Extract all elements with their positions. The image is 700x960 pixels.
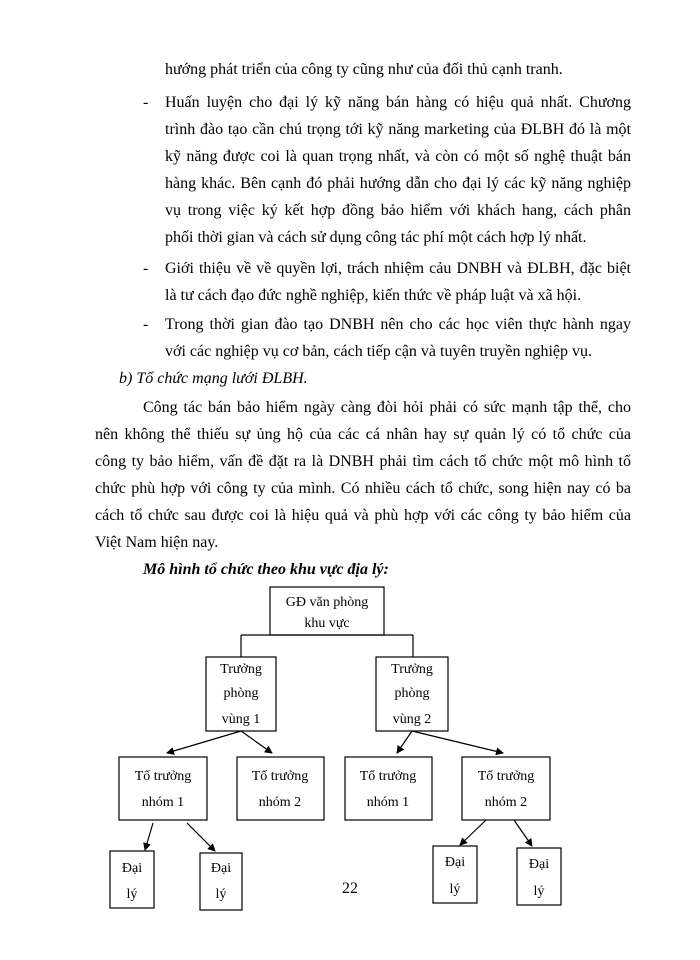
group-box-r1-1: [119, 757, 207, 820]
agent-label: lý: [533, 884, 545, 899]
arrow: [187, 823, 215, 851]
bullet1-line: vụ trong việc ký kết hợp đồng bảo hiểm với khách hang, cách phân: [165, 202, 631, 219]
paragraph-line: chức phù hợp với công ty của mình. Có nhiều cách tổ chức, song hiện nay có ba: [95, 480, 631, 497]
bullet1-line: phối thời gian và cách sử dụng công tác phí một cách hợp lý nhất.: [165, 229, 587, 246]
group-box-r1-2: [237, 757, 324, 820]
arrow: [397, 731, 412, 753]
arrow: [412, 731, 503, 753]
bullet2-line: Giới thiệu về về quyền lợi, trách nhiệm cảu DNBH và ĐLBH, đặc biệt: [165, 260, 631, 277]
paragraph-line: Công tác bán bảo hiểm ngày càng đòi hỏi phải có sức mạnh tập thể, cho: [143, 399, 631, 416]
agent-label: Đại: [444, 855, 466, 870]
arrow: [241, 731, 272, 753]
group-label: Tổ trưởng: [477, 769, 535, 784]
bullet1-line: kỹ năng được coi là quan trọng nhất, và còn có một số nghệ thuật bán: [165, 148, 631, 165]
director-label: khu vực: [304, 616, 350, 631]
bullet3-line: với các nghiệp vụ cơ bản, cách tiếp cận và tuyên truyền nghiệp vụ.: [165, 343, 592, 360]
group-label: Tổ trưởng: [251, 769, 309, 784]
group-box-r2-1: [345, 757, 432, 820]
group-label: nhóm 1: [366, 795, 410, 810]
bullet1-line: hàng khác. Bên cạnh đó phải hướng dẫn cho đại lý các kỹ năng nghiệp: [165, 175, 631, 192]
agent-label: lý: [215, 887, 227, 902]
bullet1-line: Huấn luyện cho đại lý kỹ năng bán hàng có hiệu quả nhất. Chương: [165, 94, 631, 111]
region2-label: Trưởng: [391, 662, 433, 677]
group-label: nhóm 2: [258, 795, 302, 810]
director-label: GĐ văn phòng: [285, 595, 369, 610]
agent-label: lý: [449, 882, 461, 897]
bullet-marker: -: [143, 94, 149, 111]
region1-label: Trưởng: [220, 662, 262, 677]
region2-label: vùng 2: [392, 712, 432, 727]
arrow: [145, 823, 153, 850]
group-label: Tổ trưởng: [134, 769, 192, 784]
agent-label: Đại: [528, 857, 550, 872]
page-number: 22: [342, 880, 358, 897]
group-label: nhóm 1: [141, 795, 185, 810]
bullet1-line: trình đào tạo cần chú trọng tới kỹ năng marketing của ĐLBH đó là một: [165, 121, 631, 138]
group-label: Tổ trưởng: [359, 769, 417, 784]
agent-label: Đại: [210, 861, 232, 876]
arrow: [167, 731, 241, 753]
arrow: [514, 820, 532, 846]
paragraph-line: công ty bảo hiểm, vấn đề đặt ra là DNBH phải tìm cách tổ chức một mô hình tổ: [95, 453, 631, 470]
paragraph-line: nên không thể thiếu sự ủng hộ của các cá nhân hay sự quản lý có tổ chức của: [95, 426, 631, 443]
group-label: nhóm 2: [484, 795, 528, 810]
paragraph-line: cách tổ chức sau được coi là hiệu quả và phù hợp với các công ty bảo hiểm của: [95, 507, 631, 524]
group-box-r2-2: [462, 757, 550, 820]
bullet-marker: -: [143, 316, 149, 333]
arrow: [460, 820, 486, 845]
region1-label: phòng: [223, 686, 259, 701]
agent-label: Đại: [121, 861, 143, 876]
bullet-marker: -: [143, 260, 149, 277]
intro-line: hướng phát triển của công ty cũng như của đối thủ cạnh tranh.: [165, 61, 563, 78]
agent-label: lý: [126, 887, 138, 902]
paragraph-line: Việt Nam hiện nay.: [95, 534, 219, 551]
bullet3-line: Trong thời gian đào tạo DNBH nên cho các học viên thực hành ngay: [165, 316, 631, 333]
section-heading-b: b) Tổ chức mạng lưới ĐLBH.: [119, 370, 308, 387]
region1-label: vùng 1: [221, 712, 261, 727]
bullet2-line: là tư cách đạo đức nghề nghiệp, kiến thức về pháp luật và xã hội.: [165, 287, 582, 304]
region2-label: phòng: [394, 686, 430, 701]
model-heading: Mô hình tổ chức theo khu vực địa lý:: [143, 561, 389, 578]
